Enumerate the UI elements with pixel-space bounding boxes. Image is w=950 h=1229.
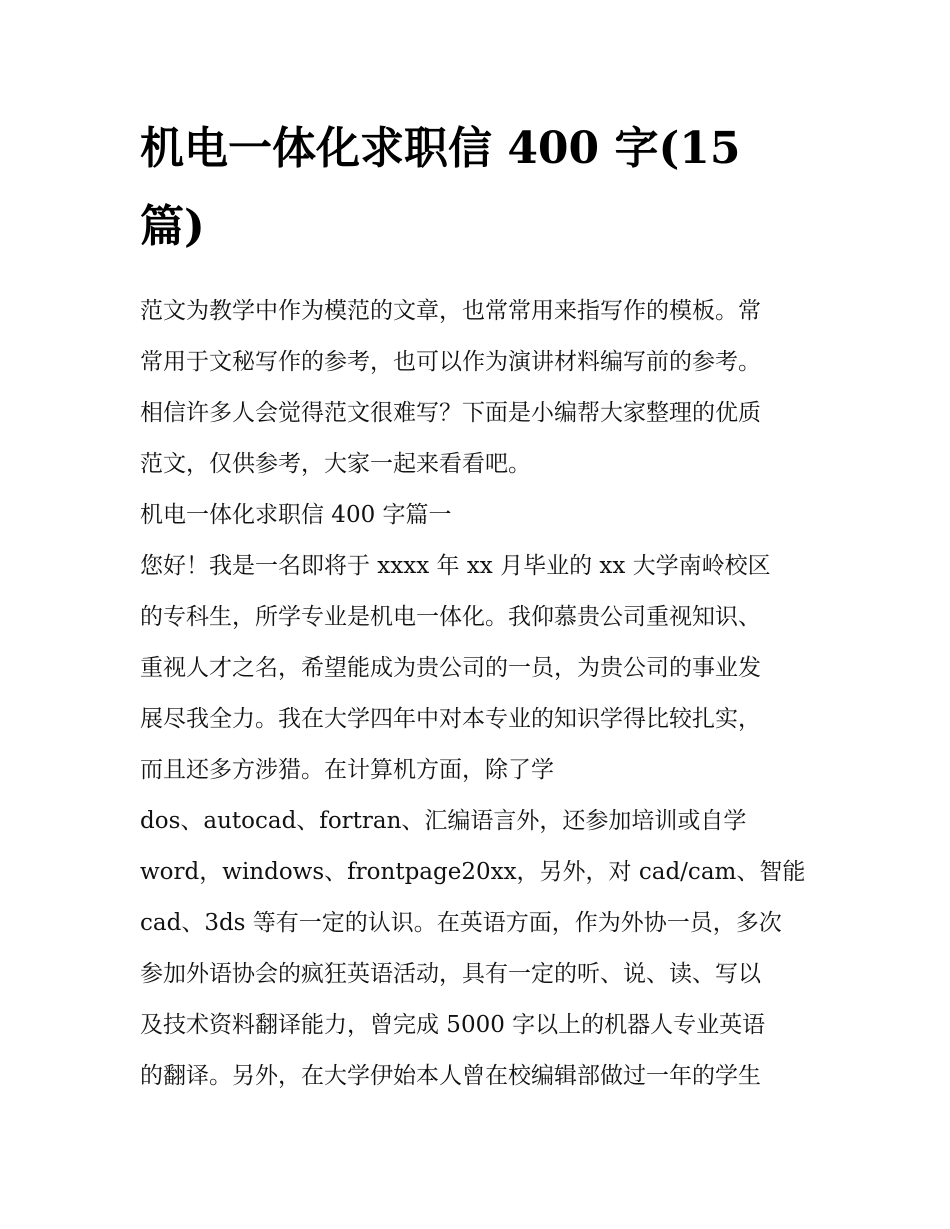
section-heading: 机电一体化求职信 400 字篇一 xyxy=(140,502,452,528)
body-line: dos、autocad、fortran、汇编语言外，还参加培训或自学 xyxy=(140,808,747,834)
body-line: 常用于文秘写作的参考，也可以作为演讲材料编写前的参考。 xyxy=(140,349,761,375)
body-line: 的翻译。另外，在大学伊始本人曾在校编辑部做过一年的学生 xyxy=(140,1063,761,1089)
body-line: 展尽我全力。我在大学四年中对本专业的知识学得比较扎实， xyxy=(140,706,761,732)
body-line: 重视人才之名，希望能成为贵公司的一员，为贵公司的事业发 xyxy=(140,655,761,681)
body-line: 相信许多人会觉得范文很难写？下面是小编帮大家整理的优质 xyxy=(140,400,761,426)
title-line-2: 篇) xyxy=(140,201,205,252)
body-line: word，windows、frontpage20xx，另外，对 cad/cam、智能 xyxy=(140,859,806,885)
document-body xyxy=(140,286,830,1102)
body-line: 参加外语协会的疯狂英语活动，具有一定的听、说、读、写以 xyxy=(140,961,761,987)
title-line-1: 机电一体化求职信 400 字(15 xyxy=(140,123,741,174)
document-title xyxy=(140,110,830,266)
body-line: cad、3ds 等有一定的认识。在英语方面，作为外协一员，多次 xyxy=(140,910,782,936)
body-line: 的专科生，所学专业是机电一体化。我仰慕贵公司重视知识、 xyxy=(140,604,761,630)
body-line: 及技术资料翻译能力，曾完成 5000 字以上的机器人专业英语 xyxy=(140,1012,766,1038)
body-line: 范文，仅供参考，大家一起来看看吧。 xyxy=(140,451,531,477)
body-line: 范文为教学中作为模范的文章，也常常用来指写作的模板。常 xyxy=(140,298,761,324)
document-page xyxy=(140,110,830,1102)
body-line: 而且还多方涉猎。在计算机方面，除了学 xyxy=(140,757,554,783)
body-line: 您好！我是一名即将于 xxxx 年 xx 月毕业的 xx 大学南岭校区 xyxy=(140,553,771,579)
